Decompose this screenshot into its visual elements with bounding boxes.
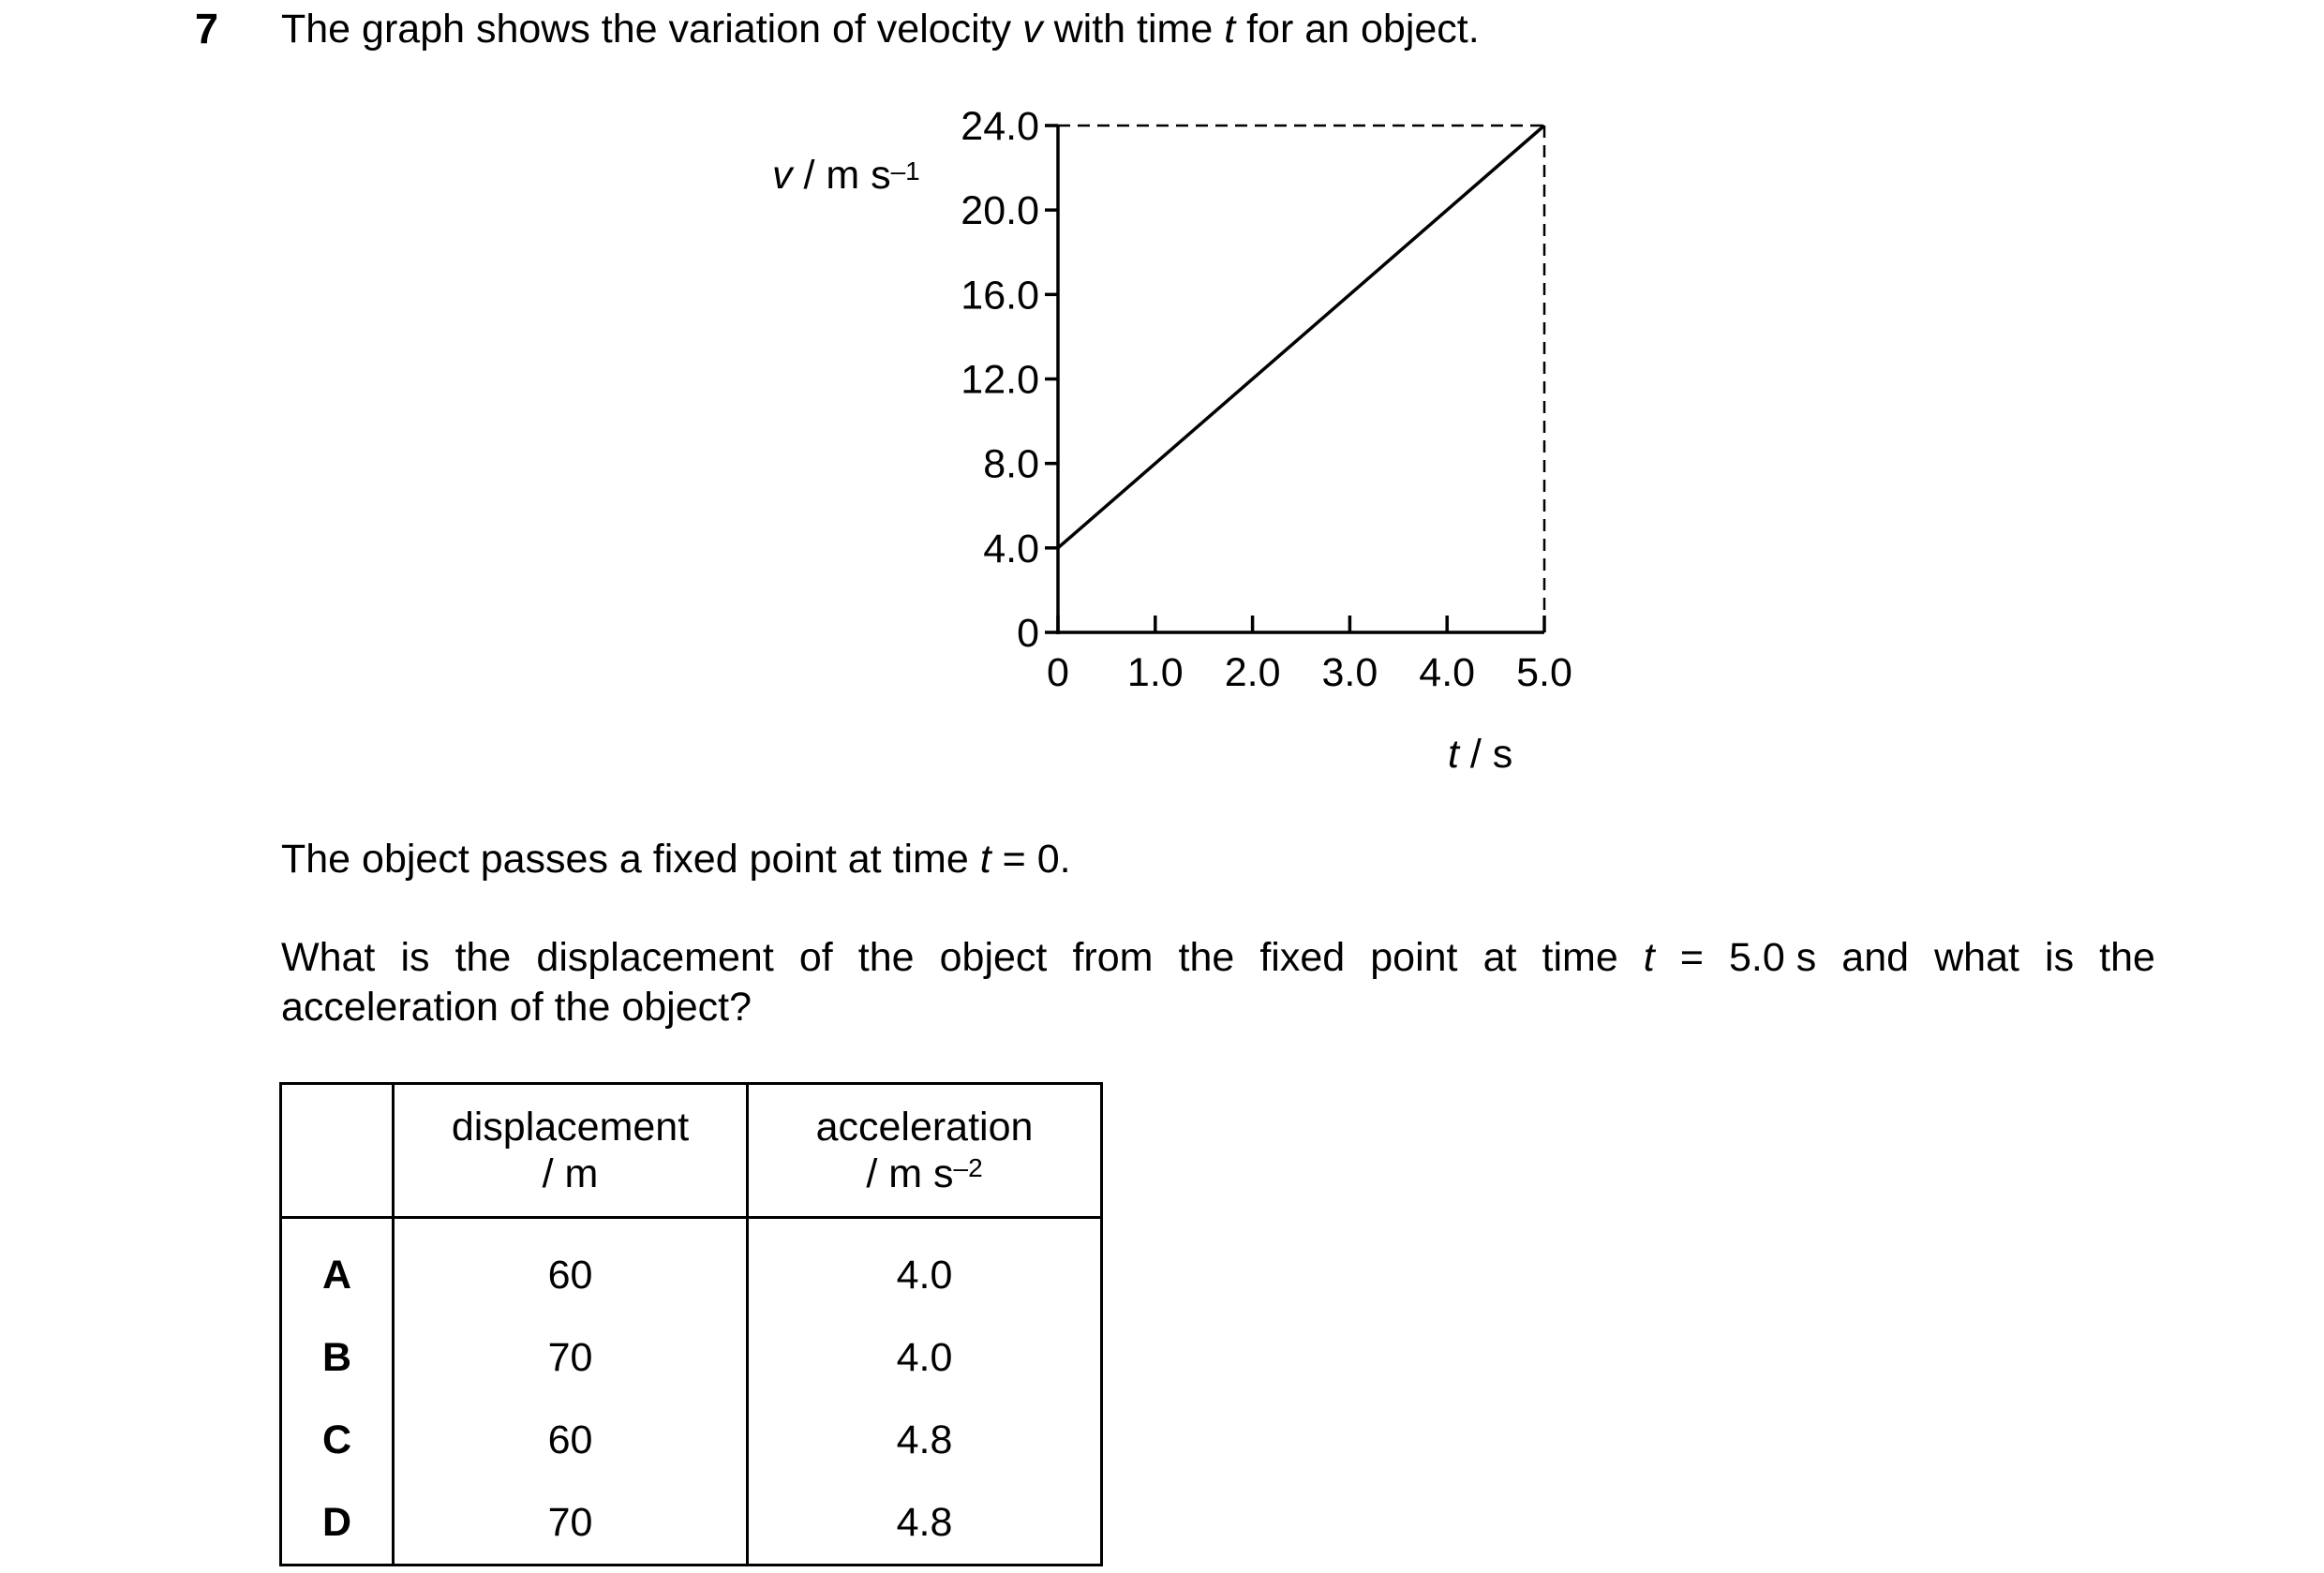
option-letter: A bbox=[281, 1218, 394, 1317]
ask-word: of bbox=[798, 935, 833, 980]
table-row bbox=[281, 1316, 1102, 1399]
option-displacement: 70 bbox=[394, 1481, 748, 1566]
option-acceleration: 4.0 bbox=[748, 1218, 1102, 1317]
x-axis-label bbox=[1448, 731, 1512, 778]
intro-var-v: v bbox=[1022, 7, 1043, 52]
y-axis-var: v bbox=[772, 153, 793, 198]
x-axis-var: t bbox=[1448, 732, 1459, 777]
option-letter: D bbox=[281, 1481, 394, 1566]
header-acceleration-exponent: –2 bbox=[953, 1153, 983, 1182]
ask-word: is bbox=[2045, 935, 2075, 980]
intro-text-3: for an object. bbox=[1235, 7, 1480, 52]
ask-word: the bbox=[2099, 935, 2155, 980]
y-tick-label: 0 bbox=[1017, 611, 1039, 656]
ask-word: point bbox=[1370, 935, 1458, 980]
option-acceleration: 4.8 bbox=[748, 1481, 1102, 1566]
statement-var-t: t bbox=[979, 837, 991, 882]
header-displacement-unit: / m bbox=[542, 1151, 599, 1196]
table-header-row bbox=[281, 1084, 1102, 1218]
header-displacement bbox=[394, 1084, 748, 1218]
y-tick-label: 20.0 bbox=[961, 188, 1039, 234]
ask-word: the bbox=[1178, 935, 1235, 980]
header-acceleration-unit-text: / m s bbox=[866, 1151, 954, 1196]
intro-text-2: with time bbox=[1042, 7, 1225, 52]
ask-time-value: 5.0 s bbox=[1729, 935, 1817, 980]
ask-word: What bbox=[281, 935, 376, 980]
velocity-line bbox=[1058, 126, 1544, 548]
x-tick-label: 5.0 bbox=[1516, 650, 1572, 695]
answer-options-table bbox=[279, 1082, 1103, 1566]
question-statement bbox=[281, 834, 1071, 884]
question-ask-line1 bbox=[281, 932, 2155, 983]
ask-word: and bbox=[1841, 935, 1910, 980]
intro-var-t: t bbox=[1224, 7, 1236, 52]
table-row bbox=[281, 1481, 1102, 1566]
table-row bbox=[281, 1218, 1102, 1317]
header-displacement-label: displacement bbox=[451, 1105, 690, 1150]
option-acceleration: 4.8 bbox=[748, 1399, 1102, 1481]
x-axis-unit: / s bbox=[1458, 732, 1513, 777]
ask-word: the bbox=[857, 935, 915, 980]
x-tick-label: 3.0 bbox=[1321, 650, 1378, 695]
ask-word: is bbox=[400, 935, 430, 980]
statement-text-1: The object passes a fixed point at time bbox=[281, 837, 980, 882]
header-acceleration bbox=[748, 1084, 1102, 1218]
ask-word: displacement bbox=[536, 935, 774, 980]
statement-text-2: = 0. bbox=[991, 837, 1071, 882]
header-acceleration-unit bbox=[749, 1150, 1100, 1197]
ask-word: object bbox=[939, 935, 1048, 980]
y-axis-unit: / m s bbox=[792, 153, 891, 198]
table-row bbox=[281, 1399, 1102, 1481]
question-number: 7 bbox=[195, 5, 219, 52]
ask-word: time bbox=[1542, 935, 1618, 980]
y-tick-label: 4.0 bbox=[983, 526, 1039, 571]
option-acceleration: 4.0 bbox=[748, 1316, 1102, 1399]
y-tick-label: 8.0 bbox=[983, 441, 1039, 487]
option-displacement: 70 bbox=[394, 1316, 748, 1399]
x-tick-label: 1.0 bbox=[1126, 650, 1184, 695]
option-displacement: 60 bbox=[394, 1218, 748, 1317]
y-tick-label: 16.0 bbox=[961, 273, 1039, 319]
intro-text-1: The graph shows the variation of velocity bbox=[281, 7, 1023, 52]
ask-word: fixed bbox=[1259, 935, 1346, 980]
x-tick-label: 0 bbox=[1047, 650, 1069, 695]
question-ask-line2: acceleration of the object? bbox=[281, 985, 752, 1030]
option-letter: C bbox=[281, 1399, 394, 1481]
y-axis-exponent: –1 bbox=[890, 156, 920, 185]
x-tick-label: 4.0 bbox=[1419, 650, 1476, 695]
y-tick-label: 24.0 bbox=[961, 104, 1039, 149]
ask-word: from bbox=[1072, 935, 1154, 980]
ask-var-t: t bbox=[1643, 935, 1655, 980]
ask-word: at bbox=[1482, 935, 1517, 980]
header-blank-cell bbox=[281, 1084, 394, 1218]
ask-word: = bbox=[1679, 935, 1704, 980]
ask-word: the bbox=[454, 935, 512, 980]
y-tick-label: 12.0 bbox=[961, 357, 1039, 403]
ask-word: what bbox=[1934, 935, 2019, 980]
header-acceleration-label: acceleration bbox=[815, 1105, 1034, 1150]
x-tick-label: 2.0 bbox=[1224, 650, 1281, 695]
y-axis-label bbox=[772, 152, 920, 199]
option-letter: B bbox=[281, 1316, 394, 1399]
option-displacement: 60 bbox=[394, 1399, 748, 1481]
